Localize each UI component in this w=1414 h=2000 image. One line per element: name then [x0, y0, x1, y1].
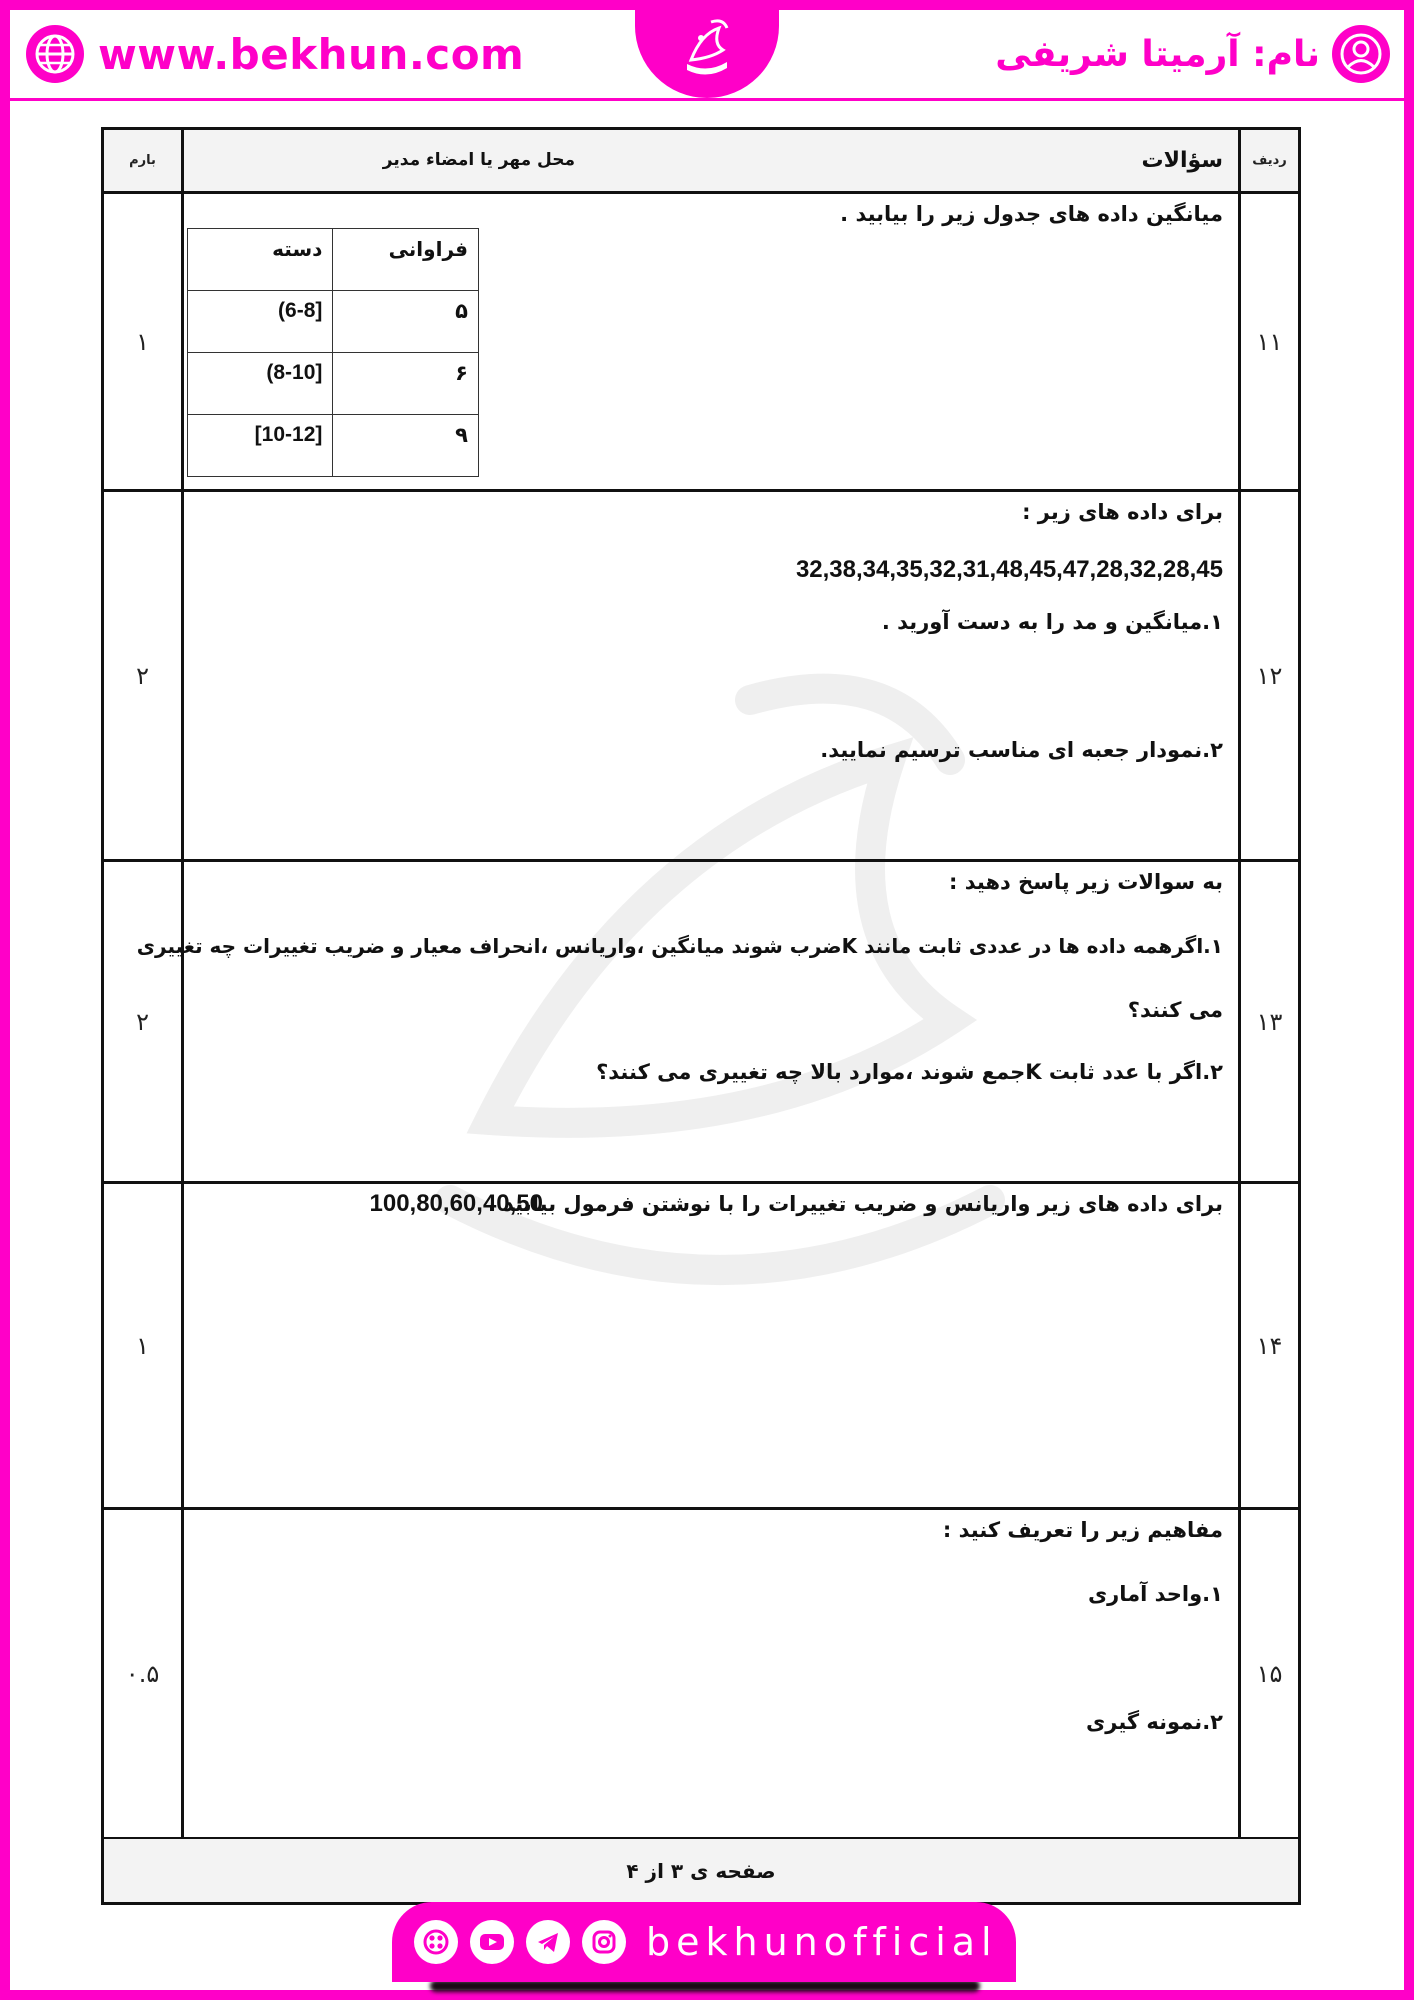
question-score: ۰.۵: [104, 1510, 184, 1837]
question-item: ۱.میانگین و مد را به دست آورید .: [881, 610, 1223, 634]
social-bar: [392, 1902, 1016, 1982]
question-score: ۲: [104, 492, 184, 859]
globe-icon: [26, 25, 84, 83]
question-prompt: مفاهیم زیر را تعریف کنید :: [942, 1518, 1223, 1542]
data-values: 32,38,34,35,32,31,48,45,47,28,32,28,45: [795, 556, 1223, 583]
question-row: [104, 862, 1298, 1184]
page-header: [10, 10, 1404, 101]
question-number: ۱۲: [1238, 492, 1298, 859]
student-name: [995, 22, 1390, 86]
student-name-text: نام: آرمیتا شریفی: [995, 33, 1320, 75]
data-values: 100,80,60,40,50: [369, 1190, 543, 1217]
question-number: ۱۱: [1238, 194, 1298, 489]
question-number: ۱۳: [1238, 862, 1298, 1181]
question-score: ۲: [104, 862, 184, 1181]
table-cell: ۹: [333, 415, 479, 477]
telegram-icon[interactable]: [526, 1920, 570, 1964]
table-cell: [8-10): [188, 353, 333, 415]
question-row: [104, 194, 1298, 492]
question-body: [187, 492, 1235, 859]
bekhun-logo-icon: [635, 0, 779, 98]
question-row: [104, 1510, 1298, 1840]
question-item: ۱.اگرهمه داده ها در عددی ثابت مانند Kضرب شوند میانگین ،واریانس ،انحراف معیار و ضریب تغییرات چه تغییری: [136, 934, 1223, 958]
row-label: ردیف: [1238, 130, 1298, 191]
stamp-label: محل مهر یا امضاء مدیر: [382, 150, 575, 170]
question-prompt: برای داده های زیر واریانس و ضریب تغییرات را با نوشتن فرمول بیابید .: [487, 1192, 1223, 1216]
question-body: [187, 1184, 1235, 1507]
table-header-row: [104, 130, 1298, 194]
table-header-cell: فراوانی: [333, 229, 479, 291]
question-number: ۱۴: [1238, 1184, 1298, 1507]
question-prompt: میانگین داده های جدول زیر را بیابید .: [840, 202, 1223, 226]
question-item: ۲.اگر با عدد ثابت Kجمع شوند ،موارد بالا چه تغییری می کنند؟: [596, 1060, 1223, 1084]
question-row: [104, 1184, 1298, 1510]
social-handle[interactable]: bekhunofficial: [646, 1920, 998, 1964]
question-item: ۱.واحد آماری: [1087, 1582, 1223, 1606]
question-score: ۱: [104, 1184, 184, 1507]
user-icon: [1332, 25, 1390, 83]
questions-header: [187, 130, 1235, 191]
question-prompt: برای داده های زیر :: [1022, 500, 1223, 524]
aparat-icon[interactable]: [414, 1920, 458, 1964]
table-cell: [6-8): [188, 291, 333, 353]
question-item: ۲.نمودار جعبه ای مناسب ترسیم نمایید.: [820, 738, 1223, 762]
question-body: [187, 1510, 1235, 1837]
table-cell: ۶: [333, 353, 479, 415]
question-prompt: به سوالات زیر پاسخ دهید :: [949, 870, 1223, 894]
table-header-cell: دسته: [188, 229, 333, 291]
youtube-icon[interactable]: [470, 1920, 514, 1964]
questions-label: سؤالات: [1141, 148, 1223, 173]
site-link[interactable]: [26, 22, 524, 86]
question-row: [104, 492, 1298, 862]
exam-table: [101, 127, 1301, 1905]
table-cell: ۵: [333, 291, 479, 353]
question-item: می کنند؟: [1127, 998, 1223, 1022]
score-label: بارم: [104, 130, 184, 191]
question-item: ۲.نمونه گیری: [1086, 1710, 1223, 1734]
question-body: [187, 194, 1235, 489]
instagram-icon[interactable]: [582, 1920, 626, 1964]
question-score: ۱: [104, 194, 184, 489]
question-number: ۱۵: [1238, 1510, 1298, 1837]
page-number: صفحه ی ۳ از ۴: [104, 1839, 1298, 1902]
frequency-table: [187, 228, 479, 477]
question-body: [136, 862, 1235, 1181]
table-cell: [10-12]: [188, 415, 333, 477]
site-url: www.bekhun.com: [98, 29, 525, 79]
